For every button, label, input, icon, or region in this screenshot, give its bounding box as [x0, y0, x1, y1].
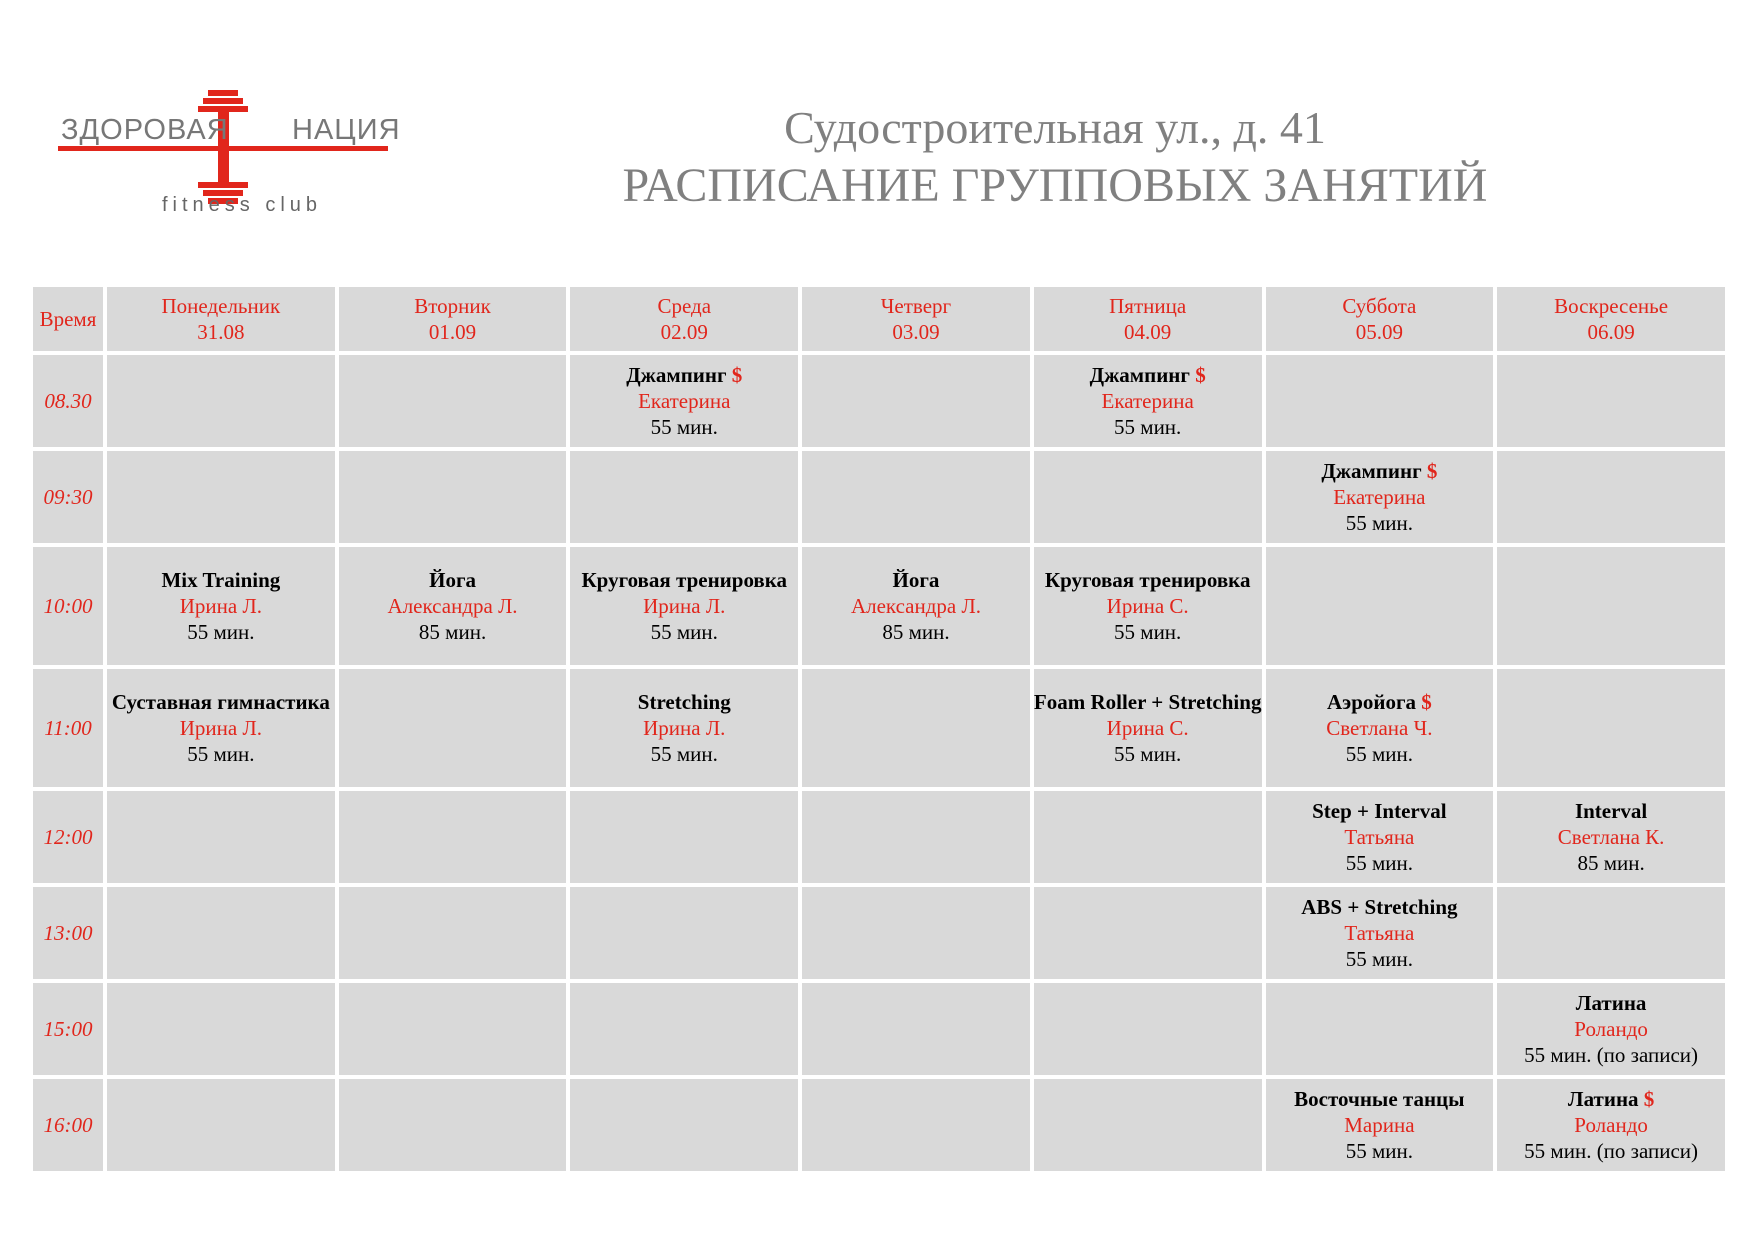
class-duration: 55 мин. — [187, 620, 255, 644]
day-name: Четверг — [880, 294, 952, 318]
class-slot — [1034, 547, 1262, 665]
trainer-name: Татьяна — [1344, 825, 1415, 849]
class-title-line — [802, 567, 1030, 593]
trainer-name: Ирина Л. — [643, 716, 726, 740]
empty-slot — [107, 451, 335, 543]
class-duration: 55 мин. — [1345, 1139, 1413, 1163]
logo-word-right: НАЦИЯ — [292, 114, 401, 146]
class-duration: 85 мин. — [882, 620, 950, 644]
class-duration: 85 мин. — [418, 620, 487, 644]
class-duration: 55 мин. — [1345, 742, 1413, 766]
empty-slot — [802, 791, 1030, 883]
days-header-row — [33, 287, 1725, 351]
trainer-name: Александра Л. — [850, 594, 981, 618]
empty-slot — [1497, 547, 1725, 665]
class-title: Латина — [1575, 991, 1647, 1015]
class-slot — [1266, 887, 1494, 979]
time-cell: 11:00 — [33, 669, 103, 787]
trainer-name: Роландо — [1574, 1113, 1648, 1137]
club-logo — [58, 78, 401, 228]
empty-slot — [107, 791, 335, 883]
day-header — [570, 287, 798, 351]
class-slot — [1266, 451, 1494, 543]
class-title: Step + Interval — [1312, 799, 1447, 823]
class-title-line — [1497, 1086, 1725, 1112]
class-slot — [1497, 1079, 1725, 1171]
empty-slot — [1497, 669, 1725, 787]
day-header — [1034, 287, 1262, 351]
time-column-header: Время — [33, 287, 103, 351]
schedule-row — [33, 791, 1725, 883]
day-date: 06.09 — [1587, 320, 1635, 344]
empty-slot — [1497, 355, 1725, 447]
page-title: РАСПИСАНИЕ ГРУППОВЫХ ЗАНЯТИЙ — [622, 159, 1488, 212]
schedule-body — [33, 355, 1725, 1171]
trainer-name: Ирина Л. — [179, 716, 262, 740]
class-title-line — [570, 567, 798, 593]
class-title: Йога — [892, 568, 940, 592]
paid-badge: $ — [1426, 459, 1438, 483]
empty-slot — [339, 1079, 567, 1171]
empty-slot — [339, 355, 567, 447]
paid-badge: $ — [731, 363, 743, 387]
schedule-row — [33, 355, 1725, 447]
time-cell: 12:00 — [33, 791, 103, 883]
class-title: Йога — [429, 568, 476, 592]
class-slot — [1266, 1079, 1494, 1171]
day-header — [107, 287, 335, 351]
day-date: 01.09 — [428, 320, 477, 344]
empty-slot — [802, 669, 1030, 787]
page-header — [600, 100, 1510, 216]
trainer-name: Ирина С. — [1106, 716, 1189, 740]
class-slot — [107, 547, 335, 665]
class-duration: 55 мин. (по записи) — [1524, 1043, 1699, 1067]
schedule-row — [33, 1079, 1725, 1171]
day-date: 04.09 — [1124, 320, 1172, 344]
day-date: 02.09 — [660, 320, 708, 344]
empty-slot — [339, 887, 567, 979]
empty-slot — [1034, 451, 1262, 543]
empty-slot — [107, 1079, 335, 1171]
time-cell: 09:30 — [33, 451, 103, 543]
class-title: Суставная гимнастика — [111, 690, 330, 714]
class-duration: 85 мин. — [1577, 851, 1645, 875]
class-slot — [107, 669, 335, 787]
time-cell: 10:00 — [33, 547, 103, 665]
time-cell: 13:00 — [33, 887, 103, 979]
day-date: 31.08 — [197, 320, 245, 344]
address: Судостроительная ул., д. 41 — [784, 102, 1326, 153]
empty-slot — [802, 983, 1030, 1075]
class-title-line — [1034, 362, 1262, 388]
schedule-row — [33, 669, 1725, 787]
class-duration: 55 мин. — [650, 415, 718, 439]
class-title-line — [1266, 894, 1494, 920]
day-name: Суббота — [1342, 294, 1417, 318]
class-slot — [570, 669, 798, 787]
class-title: Foam Roller + Stretching — [1033, 690, 1262, 714]
empty-slot — [1034, 791, 1262, 883]
class-slot — [339, 547, 567, 665]
trainer-name: Ирина Л. — [643, 594, 726, 618]
class-title-line — [570, 362, 798, 388]
empty-slot — [570, 983, 798, 1075]
trainer-name: Ирина С. — [1106, 594, 1189, 618]
class-duration: 55 мин. — [1114, 742, 1182, 766]
paid-badge: $ — [1643, 1087, 1655, 1111]
class-title: Латина — [1567, 1087, 1639, 1111]
day-header — [1266, 287, 1494, 351]
schedule-row — [33, 887, 1725, 979]
empty-slot — [1034, 1079, 1262, 1171]
day-name: Понедельник — [161, 294, 281, 318]
class-title: Джампинг — [626, 363, 727, 387]
class-title-line — [1497, 798, 1725, 824]
class-title: Джампинг — [1321, 459, 1422, 483]
empty-slot — [1034, 887, 1262, 979]
day-date: 05.09 — [1355, 320, 1403, 344]
day-header — [1497, 287, 1725, 351]
class-duration: 55 мин. — [187, 742, 255, 766]
logo-subtitle: fitness club — [162, 194, 323, 216]
trainer-name: Светлана К. — [1557, 825, 1665, 849]
class-duration: 55 мин. — [1345, 851, 1413, 875]
class-title-line — [1266, 798, 1494, 824]
empty-slot — [570, 1079, 798, 1171]
time-cell: 08.30 — [33, 355, 103, 447]
empty-slot — [107, 887, 335, 979]
class-title-line — [1497, 990, 1725, 1016]
logo-word-left: ЗДОРОВАЯ — [61, 114, 229, 146]
class-slot — [1497, 983, 1725, 1075]
empty-slot — [1266, 547, 1494, 665]
class-title-line — [1266, 458, 1494, 484]
time-cell: 16:00 — [33, 1079, 103, 1171]
trainer-name: Александра Л. — [387, 594, 518, 618]
class-slot — [1497, 791, 1725, 883]
class-slot — [802, 547, 1030, 665]
class-duration: 55 мин. — [650, 742, 718, 766]
class-title: Mix Training — [161, 568, 281, 592]
class-title-line — [339, 567, 567, 593]
class-slot — [1266, 669, 1494, 787]
class-title: Interval — [1574, 799, 1648, 823]
day-name: Вторник — [414, 294, 491, 318]
class-slot — [1034, 355, 1262, 447]
class-slot — [1266, 791, 1494, 883]
paid-badge: $ — [1421, 690, 1432, 714]
class-duration: 55 мин. — [1114, 620, 1182, 644]
time-cell: 15:00 — [33, 983, 103, 1075]
class-slot — [570, 355, 798, 447]
empty-slot — [1266, 355, 1494, 447]
class-slot — [1034, 669, 1262, 787]
empty-slot — [339, 983, 567, 1075]
class-title-line — [1034, 689, 1262, 715]
trainer-name: Роландо — [1574, 1017, 1648, 1041]
empty-slot — [339, 451, 567, 543]
class-title: Круговая тренировка — [1044, 568, 1251, 592]
empty-slot — [570, 451, 798, 543]
trainer-name: Екатерина — [1333, 485, 1426, 509]
class-title: Джампинг — [1089, 363, 1190, 387]
empty-slot — [1497, 451, 1725, 543]
class-duration: 55 мин. (по записи) — [1524, 1139, 1699, 1163]
day-header — [339, 287, 567, 351]
class-slot — [570, 547, 798, 665]
empty-slot — [802, 355, 1030, 447]
class-title: Stretching — [637, 690, 731, 714]
schedule-row — [33, 547, 1725, 665]
day-name: Пятница — [1109, 294, 1187, 318]
schedule-row — [33, 983, 1725, 1075]
empty-slot — [1497, 887, 1725, 979]
class-title-line — [1266, 689, 1494, 715]
class-title: Аэройога — [1326, 690, 1417, 714]
class-duration: 55 мин. — [1345, 511, 1413, 535]
empty-slot — [339, 791, 567, 883]
class-title-line — [107, 567, 335, 593]
empty-slot — [1034, 983, 1262, 1075]
trainer-name: Светлана Ч. — [1326, 716, 1433, 740]
class-title-line — [570, 689, 798, 715]
trainer-name: Марина — [1344, 1113, 1415, 1137]
day-name: Среда — [657, 294, 712, 318]
class-title-line — [1034, 567, 1262, 593]
class-title-line — [107, 689, 335, 715]
day-name: Воскресенье — [1554, 294, 1669, 318]
trainer-name: Татьяна — [1344, 921, 1415, 945]
paid-badge: $ — [1195, 363, 1206, 387]
schedule-table — [29, 283, 1729, 1175]
empty-slot — [1266, 983, 1494, 1075]
class-title: ABS + Stretching — [1301, 895, 1458, 919]
class-title-line — [1266, 1086, 1494, 1112]
class-duration: 55 мин. — [1345, 947, 1413, 971]
class-title: Восточные танцы — [1294, 1087, 1465, 1111]
class-duration: 55 мин. — [1114, 415, 1182, 439]
empty-slot — [339, 669, 567, 787]
empty-slot — [570, 791, 798, 883]
empty-slot — [802, 887, 1030, 979]
empty-slot — [802, 1079, 1030, 1171]
trainer-name: Ирина Л. — [179, 594, 262, 618]
day-header — [802, 287, 1030, 351]
class-duration: 55 мин. — [650, 620, 718, 644]
empty-slot — [570, 887, 798, 979]
day-date: 03.09 — [892, 320, 940, 344]
schedule-row — [33, 451, 1725, 543]
class-title: Круговая тренировка — [581, 568, 788, 592]
trainer-name: Екатерина — [1101, 389, 1194, 413]
empty-slot — [107, 355, 335, 447]
empty-slot — [107, 983, 335, 1075]
trainer-name: Екатерина — [638, 389, 731, 413]
empty-slot — [802, 451, 1030, 543]
